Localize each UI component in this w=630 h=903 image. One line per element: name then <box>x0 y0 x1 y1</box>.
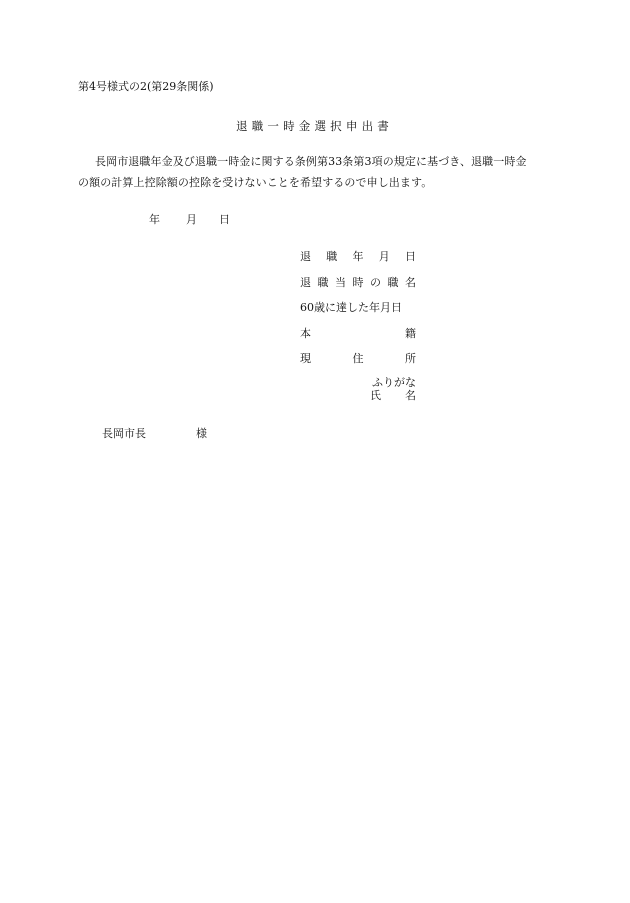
field-retirement-date-label <box>300 251 416 262</box>
field-domicile-label <box>300 328 416 339</box>
date-month-label: 月 <box>186 213 197 226</box>
form-number: 第4号様式の2(第29条関係) <box>78 80 214 93</box>
label-char: 時 <box>352 276 364 289</box>
label-char: 本 <box>300 327 311 340</box>
label-char: 職 <box>326 250 338 263</box>
label-char: 退 <box>300 276 311 289</box>
label-char: の <box>370 276 381 289</box>
document-title: 退職一時金選択申出書 <box>236 119 393 133</box>
label-char: 名 <box>405 389 416 402</box>
furigana-label: ふりがな <box>372 376 416 389</box>
label-char: 氏 <box>370 389 381 402</box>
field-name-label <box>370 390 416 401</box>
addressee-name: 長岡市長 <box>102 427 146 440</box>
label-char: 名 <box>405 276 416 289</box>
body-text-line-1: 長岡市退職年金及び退職一時金に関する条例第33条第3項の規定に基づき、退職一時金 <box>95 155 527 168</box>
label-char: 住 <box>352 352 364 365</box>
field-address-label <box>300 353 416 364</box>
addressee-honorific: 様 <box>196 427 207 440</box>
field-date-reached-60-label: 60歳に達した年月日 <box>300 301 402 314</box>
label-char: 日 <box>405 250 416 263</box>
label-char: 退 <box>300 250 311 263</box>
field-position-at-retirement-label <box>300 277 416 288</box>
label-char: 所 <box>405 352 416 365</box>
label-char: 月 <box>378 250 390 263</box>
date-day-label: 日 <box>219 213 230 226</box>
date-year-label: 年 <box>149 213 160 226</box>
label-char: 年 <box>352 250 364 263</box>
label-char: 当 <box>335 276 346 289</box>
label-char: 籍 <box>405 327 416 340</box>
label-char: 職 <box>387 276 399 289</box>
label-char: 職 <box>317 276 329 289</box>
body-text-line-2: の額の計算上控除額の控除を受けないことを希望するので申し出ます。 <box>78 176 433 189</box>
label-char: 現 <box>300 352 311 365</box>
